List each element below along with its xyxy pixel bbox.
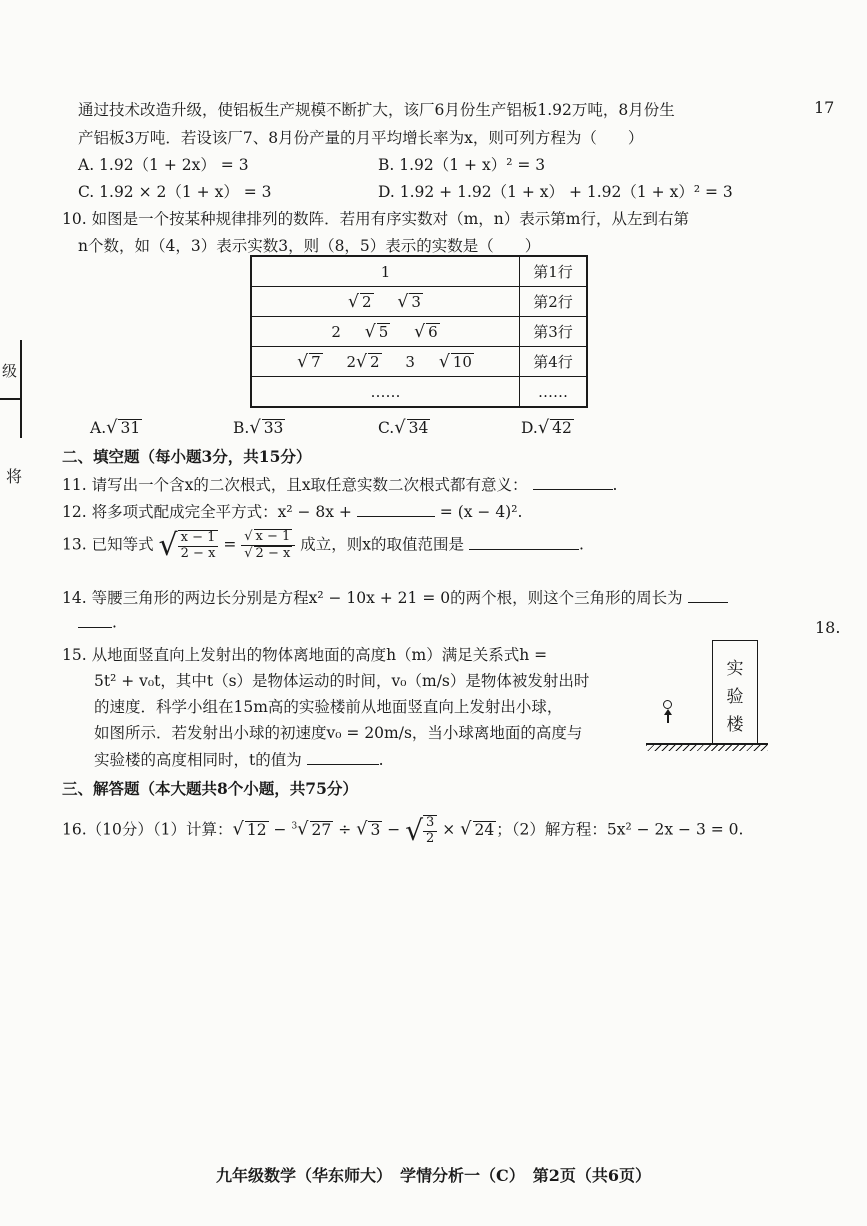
margin-char-ji: 级 [2,362,18,380]
lab-building-figure: 实 验 楼 [712,640,758,744]
row3-label: 第3行 [520,317,588,347]
row2-values: √ 2 √ 3 [251,287,520,317]
row5-values: …… [251,377,520,408]
q15-line5: 实验楼的高度相同时，t的值为 . [94,748,384,770]
ground-line [646,743,768,751]
section3-title: 三、解答题（本大题共8个小题，共75分） [62,779,358,798]
q15-line4: 如图所示．若发射出小球的初速度v₀ = 20m/s，当小球离地面的高度与 [94,724,583,742]
q9-option-d: D. 1.92 + 1.92（1 + x） + 1.92（1 + x）² = 3 [378,183,733,201]
q15-answer-blank[interactable] [307,749,379,766]
table-row [251,317,587,347]
q14-line1: 14. 等腰三角形的两边长分别是方程x² − 10x + 21 = 0的两个根，则这个三角形的周长为 [62,586,728,608]
q9-option-b: B. 1.92（1 + x）² = 3 [378,156,546,174]
margin-char-jiang: 将 [6,467,23,486]
q9-line1: 通过技术改造升级，使铝板生产规模不断扩大，该厂6月份生产铝板1.92万吨，8月份生 [78,101,675,119]
row2-label: 第2行 [520,287,588,317]
row1-label: 第1行 [520,256,588,287]
row5-label: …… [520,377,588,408]
q13-answer-blank[interactable] [469,533,579,550]
section2-title: 二、填空题（每小题3分，共15分） [62,447,312,466]
table-row [251,287,587,317]
side-number-17: 17 [814,98,835,117]
row4-label: 第4行 [520,347,588,377]
q10-line2: n个数，如（4，3）表示实数3，则（8，5）表示的实数是（ ） [78,237,541,255]
q16: 16.（10分）（1）计算：√ 12 − $^3$√ 27 ÷ √ 3 − √ $\frac{3}{2}$ × √ 24 ；（2）解方程：5x² − 2x − 3 = 0. [62,814,744,847]
q10-option-c: C.√ 34 [378,417,429,438]
q10-option-d: D.√ 42 [521,417,572,438]
q15-line2: 5t² + v₀t，其中t（s）是物体运动的时间，v₀（m/s）是物体被发射出时 [94,672,590,690]
q9-option-a: A. 1.92（1 + 2x） = 3 [78,156,249,174]
table-row [251,347,587,377]
q9-option-c: C. 1.92 × 2（1 + x） = 3 [78,183,272,201]
q14-line2: . [78,611,117,632]
q10-option-b: B.√ 33 [233,417,284,438]
q13: 13. 已知等式 √ $\frac{x - 1}{2 - x}$ = $\frac{√ x - 1}{√ 2 - x}$ 成立，则x的取值范围是 . [62,528,584,563]
binding-bracket [0,340,22,438]
row3-values: 2 √ 5 √ 6 [251,317,520,347]
row4-values: √ 7 2√ 2 3 √ 10 [251,347,520,377]
side-number-18: 18. [815,618,841,637]
table-row [251,377,587,408]
ball-icon [663,700,672,709]
page-footer: 九年级数学（华东师大） 学情分析一（C） 第2页（共6页） [215,1166,651,1185]
q9-line2: 产铝板3万吨．若设该厂7、8月份产量的月平均增长率为x，则可列方程为（ ） [78,129,644,147]
number-array-table [250,255,588,408]
q14-answer-blank-cont[interactable] [78,611,112,628]
q10-option-a: A.√ 31 [90,417,141,438]
table-row [251,256,587,287]
q15-line3: 的速度．科学小组在15m高的实验楼前从地面竖直向上发射出小球， [94,698,563,716]
q12: 12. 将多项式配成完全平方式：x² − 8x + = (x − 4)². [62,500,522,522]
q11: 11. 请写出一个含x的二次根式，且x取任意实数二次根式都有意义： . [62,473,617,495]
q14-answer-blank[interactable] [688,587,728,604]
arrow-shaft [667,711,669,723]
row1-values: 1 [251,256,520,287]
q11-answer-blank[interactable] [533,474,613,491]
binding-tick [0,398,20,400]
q12-answer-blank[interactable] [357,501,435,518]
q15-line1: 15. 从地面竖直向上发射出的物体离地面的高度h（m）满足关系式h = [62,646,548,664]
q10-line1: 10. 如图是一个按某种规律排列的数阵．若用有序实数对（m，n）表示第m行，从左到右第 [62,210,689,228]
